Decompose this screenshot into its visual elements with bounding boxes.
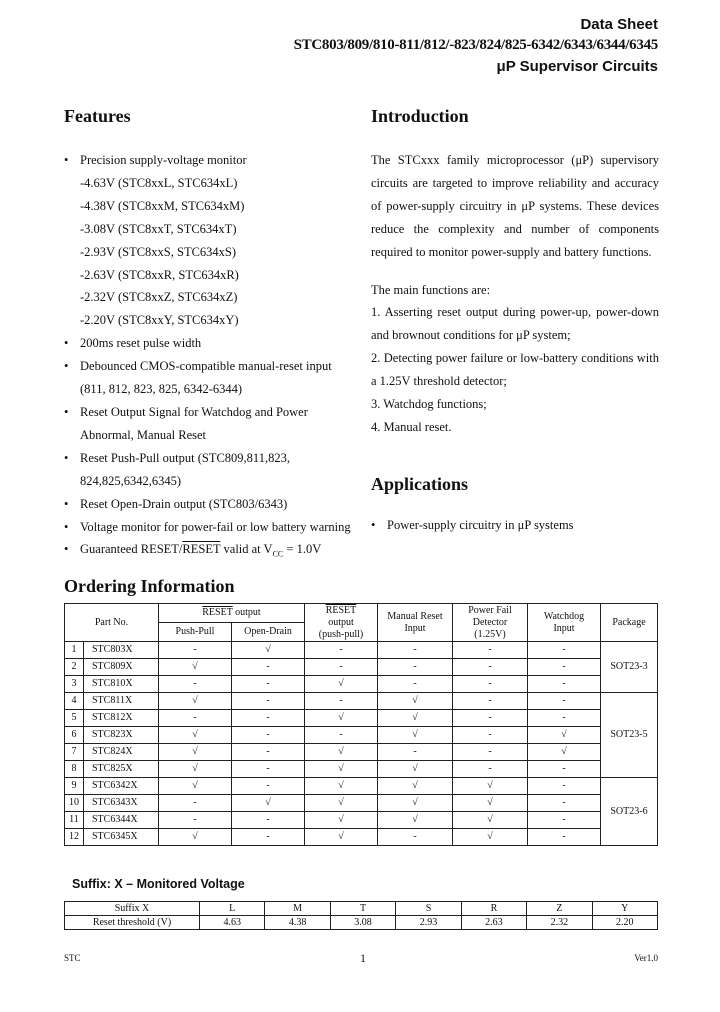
threshold-value: 4.38 [265,916,330,930]
col-watchdog [528,604,601,642]
cell-od: - [232,659,305,676]
cell-wd: - [528,795,601,812]
bullet-dot: • [64,153,69,167]
feature-item [64,447,364,470]
reset-pp-line1: RESET [325,604,357,616]
col-manual-reset [378,604,453,642]
application-text: Power-supply circuitry in μP systems [387,518,574,532]
reset-pp-line2: output [328,616,354,628]
row-number: 7 [65,744,84,761]
cell-mr: √ [378,795,453,812]
part-numbers: STC803/809/810-811/812/-823/824/825-6342/6343/6344/6345 [293,37,658,53]
cell-wd: - [528,812,601,829]
threshold-value: 2.63 [461,916,526,930]
bullet-dot: • [64,404,69,419]
feature-item [64,195,364,218]
cell-rpp: - [305,642,378,659]
row-number: 6 [65,727,84,744]
cell-pp: - [159,710,232,727]
cell-rpp: √ [305,812,378,829]
bullet-dot: • [64,542,69,557]
cell-od: - [232,829,305,846]
row-number: 4 [65,693,84,710]
power-fail-line2: Detector [472,616,508,628]
cell-pf: - [453,676,528,693]
reset-output-suffix: output [232,607,261,618]
cell-mr: - [378,744,453,761]
feature-item [64,149,364,172]
table-row [65,710,658,727]
suffix-code: L [200,902,265,916]
part-number: STC6345X [84,829,159,846]
package-cell: SOT23-3 [601,642,658,693]
part-number: STC823X [84,727,159,744]
cell-od: - [232,710,305,727]
power-fail-line1: Power Fail [468,604,512,616]
cell-pf: - [453,761,528,778]
cell-od: - [232,812,305,829]
table-row [65,642,658,659]
cell-mr: √ [378,812,453,829]
package-cell: SOT23-5 [601,693,658,778]
cell-mr: - [378,659,453,676]
suffix-heading: Suffix: X – Monitored Voltage [72,877,245,891]
part-number: STC6342X [84,778,159,795]
col-open-drain: Open-Drain [232,623,305,642]
row-number: 10 [65,795,84,812]
cell-od: - [232,761,305,778]
bullet-dot: • [64,496,69,511]
threshold-value: 3.08 [330,916,395,930]
suffix-row-label: Suffix X [65,902,200,916]
row-number: 1 [65,642,84,659]
cell-mr: √ [378,727,453,744]
threshold-value: 2.32 [527,916,592,930]
footer-version: Ver1.0 [634,953,658,963]
feature-item [64,470,364,493]
cell-wd: - [528,676,601,693]
cell-rpp: √ [305,778,378,795]
part-number: STC812X [84,710,159,727]
threshold-value: 4.63 [200,916,265,930]
col-power-fail [453,604,528,642]
feature-item [64,401,364,424]
feature-text: -2.20V (STC8xxY, STC634xY) [80,313,239,328]
manual-reset-line2: Input [404,622,426,634]
col-part-no: Part No. [65,604,159,642]
row-number: 5 [65,710,84,727]
table-row [65,812,658,829]
applications-list [371,514,574,536]
threshold-value: 2.20 [592,916,657,930]
feature-text: -4.38V (STC8xxM, STC634xM) [80,198,245,213]
table-row [65,676,658,693]
threshold-row-label: Reset threshold (V) [65,916,200,930]
introduction-body [371,149,659,439]
feature-item [64,309,364,332]
cell-pp: √ [159,727,232,744]
feature-text: (811, 812, 823, 825, 6342-6344) [80,382,243,397]
cell-wd: - [528,778,601,795]
cell-od: - [232,727,305,744]
cell-od: - [232,778,305,795]
cell-pp: √ [159,761,232,778]
part-number: STC811X [84,693,159,710]
cell-rpp: √ [305,676,378,693]
feature-text: -2.32V (STC8xxZ, STC634xZ) [80,290,238,305]
table-row [65,761,658,778]
vcc-subscript: CC [272,549,284,559]
feature-text: Precision supply-voltage monitor [80,153,247,167]
part-number: STC803X [84,642,159,659]
suffix-code: R [461,902,526,916]
table-row [65,795,658,812]
part-number: STC6344X [84,812,159,829]
suffix-code: S [396,902,461,916]
feature-item [64,241,364,264]
footer-page: 1 [360,951,366,965]
table-row [65,778,658,795]
cell-pf: √ [453,829,528,846]
cell-rpp: √ [305,744,378,761]
feature-item [64,218,364,241]
cell-pp: - [159,676,232,693]
cell-pf: - [453,744,528,761]
features-heading: Features [64,106,131,126]
reset-bar-text: RESET [182,542,221,557]
package-cell: SOT23-6 [601,778,658,846]
reset-bar-label: RESET [202,607,233,618]
cell-mr: √ [378,693,453,710]
cell-mr: - [378,829,453,846]
feature-item [64,355,364,378]
intro-paragraph: The STCxxx family microprocessor (μP) supervisory circuits are targeted to improve reliability and accuracy of power-supply circuitry in μP systems. These devices reduce the complexity and number of components required to monitor power-supply and battery functions. [371,153,659,259]
feature-item [64,424,364,447]
suffix-table [64,901,658,930]
feature-text: Reset Push-Pull output (STC809,811,823, [80,450,290,465]
feature-text: = 1.0V [283,542,322,557]
power-fail-line3: (1.25V) [474,628,506,640]
cell-wd: - [528,761,601,778]
feature-item [64,516,364,539]
cell-mr: √ [378,710,453,727]
part-number: STC824X [84,744,159,761]
cell-wd: √ [528,744,601,761]
feature-item [64,264,364,287]
suffix-code: M [265,902,330,916]
cell-od: √ [232,795,305,812]
cell-rpp: - [305,727,378,744]
table-row [65,727,658,744]
threshold-value: 2.93 [396,916,461,930]
suffix-code: Z [527,902,592,916]
feature-item [64,538,364,566]
row-number: 3 [65,676,84,693]
cell-wd: - [528,642,601,659]
cell-pp: - [159,795,232,812]
cell-pp: √ [159,659,232,676]
cell-od: - [232,676,305,693]
table-row [65,829,658,846]
function-item: 1. Asserting reset output during power-up, power-down and brownout conditions for μP system; [371,305,659,343]
feature-item [64,493,364,516]
feature-text: Voltage monitor for power-fail or low battery warning [80,519,351,534]
cell-wd: - [528,659,601,676]
watchdog-line1: Watchdog [543,610,585,622]
bullet-dot: • [64,336,69,351]
feature-text: valid at V [220,542,273,557]
cell-mr: - [378,676,453,693]
cell-pf: - [453,710,528,727]
cell-pf: - [453,642,528,659]
cell-pp: √ [159,693,232,710]
cell-mr: √ [378,778,453,795]
cell-pf: √ [453,812,528,829]
cell-pf: - [453,727,528,744]
feature-text: Abnormal, Manual Reset [80,427,207,442]
feature-text: Reset Open-Drain output (STC803/6343) [80,496,288,511]
cell-rpp: - [305,693,378,710]
table-row [65,659,658,676]
features-list [64,149,364,567]
bullet-dot: • [371,518,376,532]
feature-item [64,286,364,309]
feature-text: Debounced CMOS-compatible manual-reset input [80,359,332,374]
cell-rpp: √ [305,829,378,846]
manual-reset-line1: Manual Reset [387,610,443,622]
cell-pp: - [159,812,232,829]
cell-wd: √ [528,727,601,744]
footer-left: STC [64,953,81,963]
feature-item [64,378,364,401]
feature-text: -3.08V (STC8xxT, STC634xT) [80,221,237,236]
row-number: 9 [65,778,84,795]
cell-pp: - [159,642,232,659]
cell-pp: √ [159,829,232,846]
ordering-header-row [65,604,658,623]
cell-pf: √ [453,778,528,795]
watchdog-line2: Input [553,622,575,634]
part-number: STC810X [84,676,159,693]
feature-text: -4.63V (STC8xxL, STC634xL) [80,175,238,190]
col-package: Package [601,604,658,642]
ordering-heading: Ordering Information [64,576,235,596]
bullet-dot: • [64,519,69,534]
cell-rpp: √ [305,795,378,812]
feature-text: Guaranteed RESET/ [80,542,183,557]
feature-text: -2.63V (STC8xxR, STC634xR) [80,267,239,282]
part-number: STC825X [84,761,159,778]
function-item: 4. Manual reset. [371,419,452,434]
functions-list [371,301,659,438]
feature-text: Reset Output Signal for Watchdog and Power [80,404,308,419]
feature-text: 200ms reset pulse width [80,336,202,351]
table-row [65,744,658,761]
cell-pp: √ [159,778,232,795]
application-item [371,514,574,536]
part-number: STC809X [84,659,159,676]
cell-rpp: - [305,659,378,676]
bullet-dot: • [64,450,69,465]
table-row [65,693,658,710]
cell-od: - [232,693,305,710]
feature-item [64,172,364,195]
row-number: 12 [65,829,84,846]
feature-item [64,332,364,355]
cell-mr: √ [378,761,453,778]
function-item: 3. Watchdog functions; [371,397,487,412]
col-push-pull: Push-Pull [159,623,232,642]
bullet-dot: • [64,359,69,374]
suffix-code: T [330,902,395,916]
doc-subtitle: μP Supervisor Circuits [496,58,658,75]
function-item: 2. Detecting power failure or low-battery conditions with a 1.25V threshold detector; [371,351,659,389]
feature-text: 824,825,6342,6345) [80,473,182,488]
cell-pf: - [453,693,528,710]
row-number: 11 [65,812,84,829]
col-reset-push-pull [305,604,378,642]
cell-wd: - [528,710,601,727]
part-number: STC6343X [84,795,159,812]
cell-od: √ [232,642,305,659]
cell-rpp: √ [305,710,378,727]
cell-rpp: √ [305,761,378,778]
row-number: 2 [65,659,84,676]
cell-wd: - [528,693,601,710]
suffix-code: Y [592,902,657,916]
cell-pf: √ [453,795,528,812]
feature-text: -2.93V (STC8xxS, STC634xS) [80,244,237,259]
ordering-table [64,603,658,846]
suffix-code-row [65,902,658,916]
col-reset-output [159,604,305,623]
cell-od: - [232,744,305,761]
applications-heading: Applications [371,474,469,494]
suffix-threshold-row [65,916,658,930]
cell-mr: - [378,642,453,659]
cell-wd: - [528,829,601,846]
reset-pp-line3: (push-pull) [318,628,364,640]
cell-pf: - [453,659,528,676]
cell-pp: √ [159,744,232,761]
doc-type: Data Sheet [580,16,658,33]
row-number: 8 [65,761,84,778]
introduction-heading: Introduction [371,106,469,126]
main-functions-label: The main functions are: [371,282,491,297]
